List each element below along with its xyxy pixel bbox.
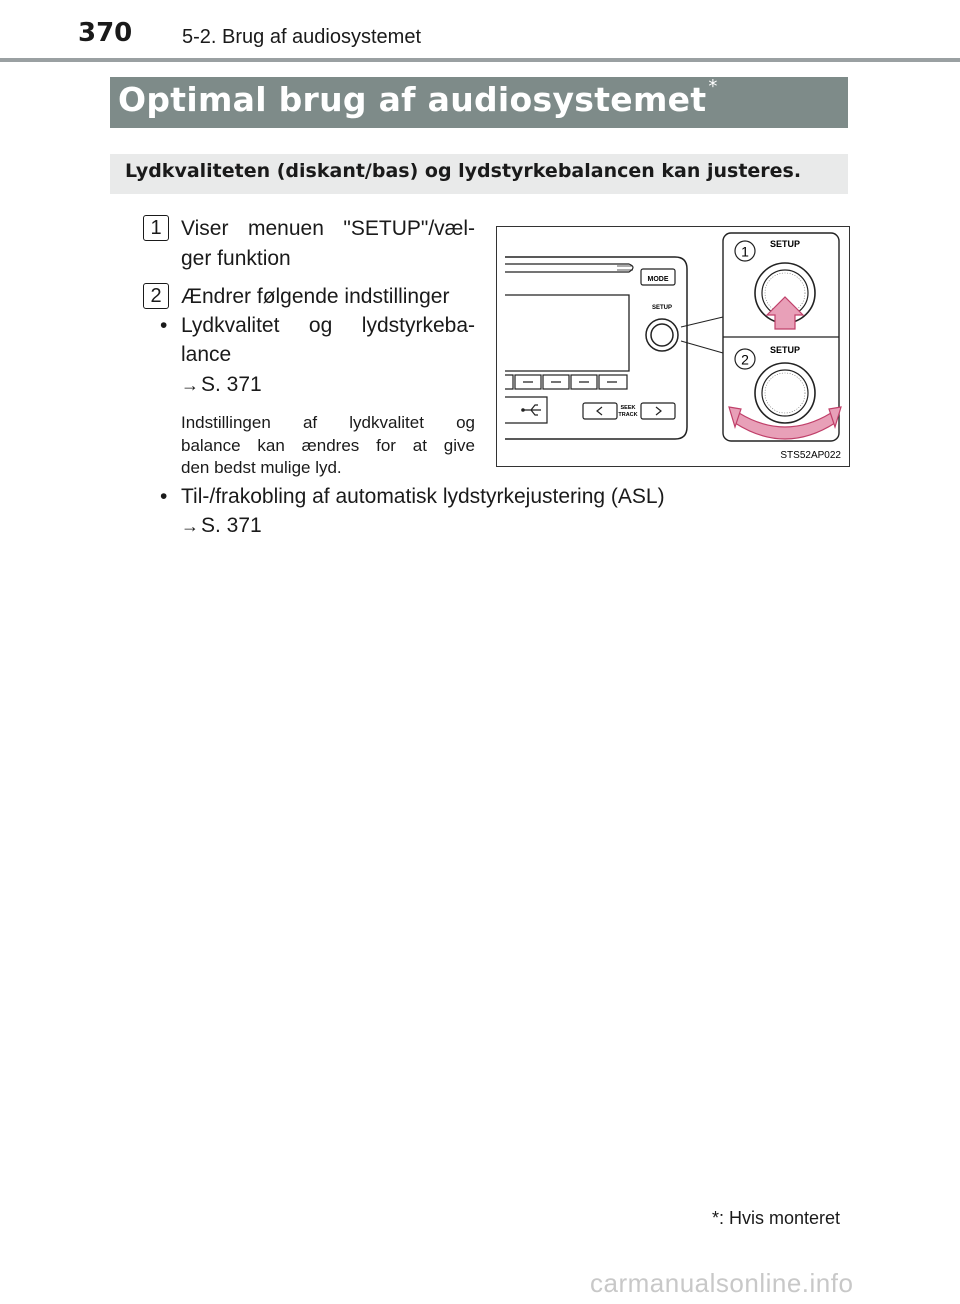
bullet-2-ref-link[interactable]: S. 371 (201, 514, 262, 537)
cd-slot (505, 264, 633, 272)
bullet-1-ref-link[interactable]: S. 371 (201, 373, 262, 396)
setup-label-small: SETUP (651, 305, 673, 311)
chevron-right-icon (656, 407, 661, 415)
arrow-right-icon: → (181, 516, 199, 536)
step-1-badge: 1 (143, 215, 169, 241)
seek-label: SEEK (620, 405, 636, 411)
arrow-right-icon: → (181, 375, 199, 395)
bullet-1-line-1: Lydkvalitet og lydstyrkeba- (181, 314, 475, 337)
page-title (118, 76, 718, 119)
callout-1-setup-label: SETUP (769, 239, 801, 249)
callout-1-number: 1 (741, 243, 749, 260)
preset-button-0 (505, 375, 513, 389)
header-divider (0, 58, 960, 62)
footnote-asterisk: * (712, 1208, 720, 1228)
audio-panel-drawing (497, 227, 849, 466)
bullet-1-line-2: lance (181, 343, 232, 366)
bullet-2-line-1: Til-/frakobling af automatisk lydstyrkejustering (ASL) (181, 485, 665, 508)
step-2-line-1: Ændrer følgende indstillinger (181, 285, 450, 308)
step-1-line-2: ger funktion (181, 247, 291, 270)
step-1-line-1: Viser menuen "SETUP"/væl- (181, 217, 475, 240)
callout-2-number: 2 (741, 351, 749, 368)
section-title: 5-2. Brug af audiosystemet (182, 26, 422, 48)
note-line-3: den bedst mulige lyd. (181, 458, 342, 477)
bullet-2-ref (181, 511, 262, 541)
bullet-2-mark: • (160, 485, 168, 508)
mode-label: MODE (647, 276, 669, 283)
footnote-text: : Hvis monteret (719, 1208, 841, 1228)
step-2-badge: 2 (143, 283, 169, 309)
usb-icon (521, 405, 541, 415)
track-label: TRACK (618, 412, 638, 418)
page-number: 370 (78, 18, 133, 48)
footnote (712, 1208, 840, 1229)
intro-text: Lydkvaliteten (diskant/bas) og lydstyrkebalancen kan justeres. (125, 160, 802, 182)
display-screen (505, 295, 629, 371)
audio-panel-illustration (496, 226, 850, 467)
bullet-1-mark: • (160, 314, 168, 337)
setup-knob-inner (651, 324, 673, 346)
note-line-2: balance kan ændres for at give (181, 436, 475, 455)
title-asterisk: * (708, 76, 718, 97)
bullet-1-ref (181, 370, 262, 400)
page-title-text: Optimal brug af audiosystemet (118, 80, 707, 119)
seek-back-button (583, 403, 617, 419)
illustration-code: STS52AP022 (780, 450, 841, 461)
callout-2-setup-label: SETUP (769, 345, 801, 355)
watermark: carmanualsonline.info (590, 1268, 854, 1298)
note-line-1: Indstillingen af lydkvalitet og (181, 413, 475, 432)
seek-forward-button (641, 403, 675, 419)
chevron-left-icon (597, 407, 602, 415)
cd-slot-ridges (617, 266, 633, 270)
